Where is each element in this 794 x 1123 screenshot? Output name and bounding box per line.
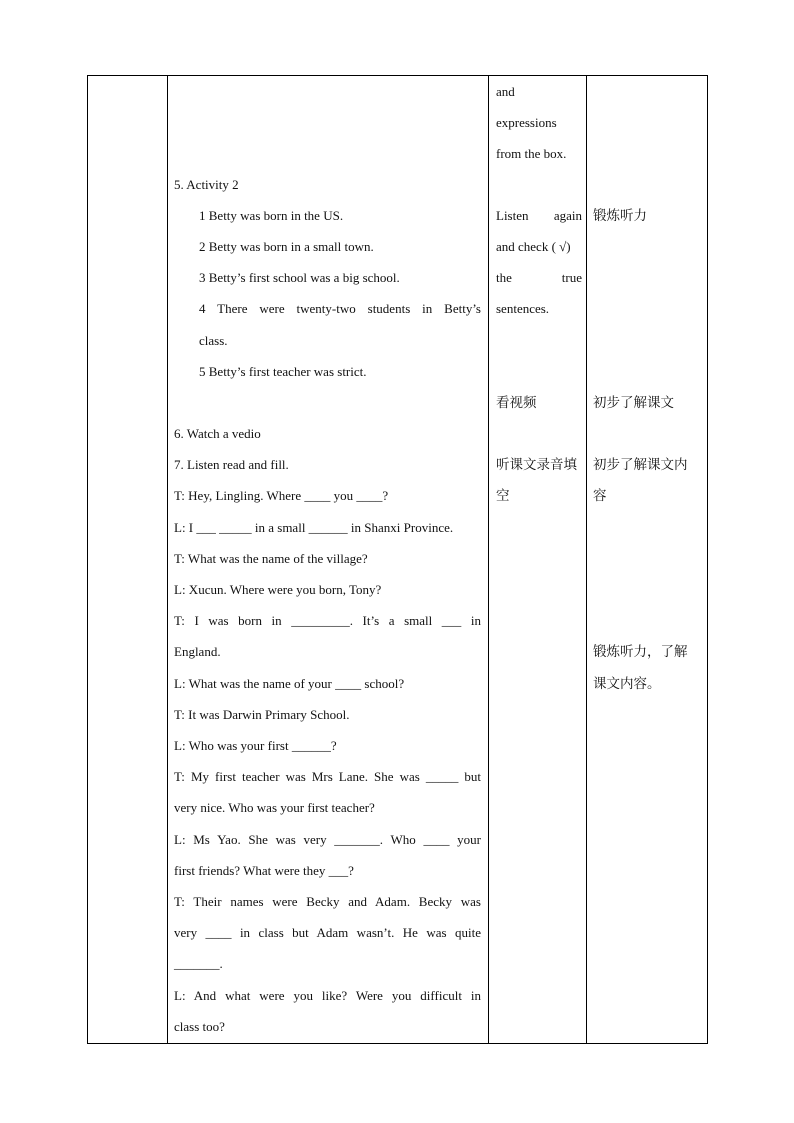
dialogue-line: L: Xucun. Where were you born, Tony? (174, 582, 382, 597)
table-row (88, 76, 708, 1044)
student-text-line: 看视频 (496, 395, 537, 411)
dialogue-line: T: My first teacher was Mrs Lane. She was _____ but (174, 769, 481, 784)
dialogue-line: first friends? What were they ___? (174, 863, 354, 878)
dialogue-line: very nice. Who was your first teacher? (174, 800, 375, 815)
intent-text-line: 课文内容。 (593, 676, 661, 692)
intent-text-line: 初步了解课文内 (593, 457, 688, 473)
student-text-line: sentences. (496, 301, 550, 316)
dialogue-line: L: Who was your first ______? (174, 738, 337, 753)
activity2-item: class. (199, 333, 228, 348)
dialogue-line: L: What was the name of your ____ school? (174, 676, 405, 691)
intent-text-line: 锻炼听力 (593, 208, 647, 224)
student-activity-cell (489, 76, 587, 1044)
dialogue-line: T: Their names were Becky and Adam. Becky was (174, 894, 481, 909)
lesson-plan-table (87, 75, 708, 1044)
dialogue-line: L: I ___ _____ in a small ______ in Shanxi Province. (174, 520, 454, 535)
dialogue-line: L: And what were you like? Were you difficult in (174, 988, 481, 1003)
dialogue-line: England. (174, 644, 221, 659)
student-text-line: the true (496, 270, 582, 285)
dialogue-line: very ____ in class but Adam wasn’t. He was quite (174, 925, 481, 940)
activity2-item: 5 Betty’s first teacher was strict. (199, 364, 367, 379)
activity2-item: 3 Betty’s first school was a big school. (199, 270, 400, 285)
student-text-line: Listen again (496, 208, 582, 223)
student-text-line: and (496, 84, 515, 99)
dialogue-line: class too? (174, 1019, 225, 1034)
video-heading: 6. Watch a vedio (174, 426, 261, 441)
intent-text-line: 锻炼听力，了解 (593, 644, 688, 660)
student-text-line: 空 (496, 488, 510, 504)
student-text-line: 听课文录音填 (496, 457, 577, 473)
dialogue-line: T: What was the name of the village? (174, 551, 368, 566)
design-intent-cell (587, 76, 708, 1044)
dialogue-line: _______. (174, 956, 223, 971)
listen-heading: 7. Listen read and fill. (174, 457, 289, 472)
dialogue-line: L: Ms Yao. She was very _______. Who ____ your (174, 832, 481, 847)
stage-cell (88, 76, 168, 1044)
procedure-cell (168, 76, 489, 1044)
student-text-line: and check ( √) (496, 239, 571, 254)
intent-text-line: 容 (593, 488, 607, 504)
activity2-item: 2 Betty was born in a small town. (199, 239, 374, 254)
dialogue-line: T: I was born in _________. It’s a small ___ in (174, 613, 481, 628)
student-text-line: from the box. (496, 146, 567, 161)
dialogue-line: T: Hey, Lingling. Where ____ you ____? (174, 488, 389, 503)
intent-text-line: 初步了解课文 (593, 395, 674, 411)
activity2-item: 1 Betty was born in the US. (199, 208, 344, 223)
student-text-line: expressions (496, 115, 557, 130)
dialogue-line: T: It was Darwin Primary School. (174, 707, 350, 722)
activity2-heading: 5. Activity 2 (174, 177, 239, 192)
activity2-item: 4 There were twenty-two students in Betty’s (199, 301, 481, 316)
